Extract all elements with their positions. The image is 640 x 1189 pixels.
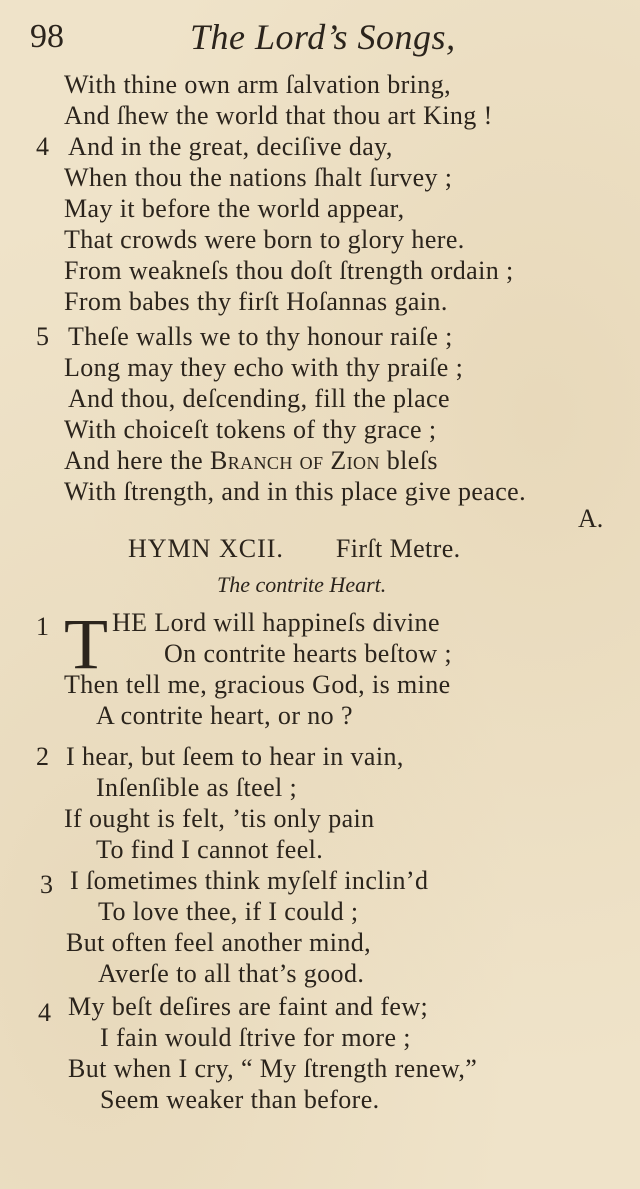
stanza-number: 4: [36, 132, 49, 161]
hymn-subtitle: The contrite Heart.: [217, 572, 387, 597]
running-head: The Lord’s Songs,: [190, 17, 456, 57]
verse-line: I ſometimes think myſelf inclin’d: [70, 866, 429, 895]
verse-line: I fain would ſtrive for more ;: [100, 1023, 411, 1052]
page-number: 98: [30, 18, 64, 55]
verse-line: And ſhew the world that thou art King !: [64, 101, 493, 130]
verse-line: But when I cry, “ My ſtrength renew,”: [68, 1054, 478, 1083]
verse-text: And here the: [64, 446, 210, 475]
verse-line: From weakneſs thou doſt ſtrength ordain ;: [64, 256, 514, 285]
verse-line: That crowds were born to glory here.: [64, 225, 465, 254]
branch-word: Branch: [209, 446, 293, 475]
verse-line: Theſe walls we to thy honour raiſe ;: [68, 322, 453, 351]
verse-line: Inſenſible as ſteel ;: [96, 773, 298, 802]
verse-text: of: [292, 446, 331, 475]
page-header: [0, 16, 640, 60]
stanza-number: 5: [36, 322, 49, 351]
verse-line: From babes thy firſt Hoſannas gain.: [64, 287, 448, 316]
verse-line: Long may they echo with thy praiſe ;: [64, 353, 464, 382]
verse-line: I hear, but ſeem to hear in vain,: [66, 742, 404, 771]
verse-line: With choiceſt tokens of thy grace ;: [64, 415, 437, 444]
verse-line: Averſe to all that’s good.: [98, 959, 365, 988]
zion-word: Zion: [330, 446, 380, 475]
verse-line: [64, 446, 438, 476]
verse-line: To love thee, if I could ;: [98, 897, 359, 926]
drop-cap-initial: T: [64, 604, 108, 684]
verse-line: When thou the nations ſhalt ſurvey ;: [64, 163, 453, 192]
hymn-metre: Firſt Metre.: [335, 534, 461, 563]
stanza-number: 3: [40, 870, 53, 899]
stanza-number: 1: [36, 612, 49, 641]
verse-line: With thine own arm ſalvation bring,: [64, 70, 451, 99]
hymn-number: HYMN XCII.: [128, 534, 284, 563]
verse-text: bleſs: [379, 446, 438, 475]
verse-line: Seem weaker than before.: [100, 1085, 380, 1114]
hymn-heading: [128, 534, 461, 564]
verse-line: A contrite heart, or no ?: [96, 701, 353, 730]
verse-line: HE Lord will happineſs divine: [112, 608, 440, 637]
verse-line: But often feel another mind,: [66, 928, 372, 957]
verse-line: My beſt deſires are faint and few;: [68, 992, 429, 1021]
author-signature: A.: [578, 504, 604, 533]
verse-line: May it before the world appear,: [64, 194, 405, 223]
verse-line: If ought is felt, ’tis only pain: [64, 804, 375, 833]
stanza-number: 2: [36, 742, 49, 771]
verse-line: To find I cannot feel.: [96, 835, 324, 864]
verse-line: With ſtrength, and in this place give peace.: [64, 477, 527, 506]
verse-line: And thou, deſcending, fill the place: [68, 384, 450, 413]
verse-line: On contrite hearts beſtow ;: [164, 639, 453, 668]
stanza-number: 4: [38, 998, 51, 1027]
verse-line: Then tell me, gracious God, is mine: [64, 670, 451, 699]
verse-line: And in the great, deciſive day,: [68, 132, 393, 161]
